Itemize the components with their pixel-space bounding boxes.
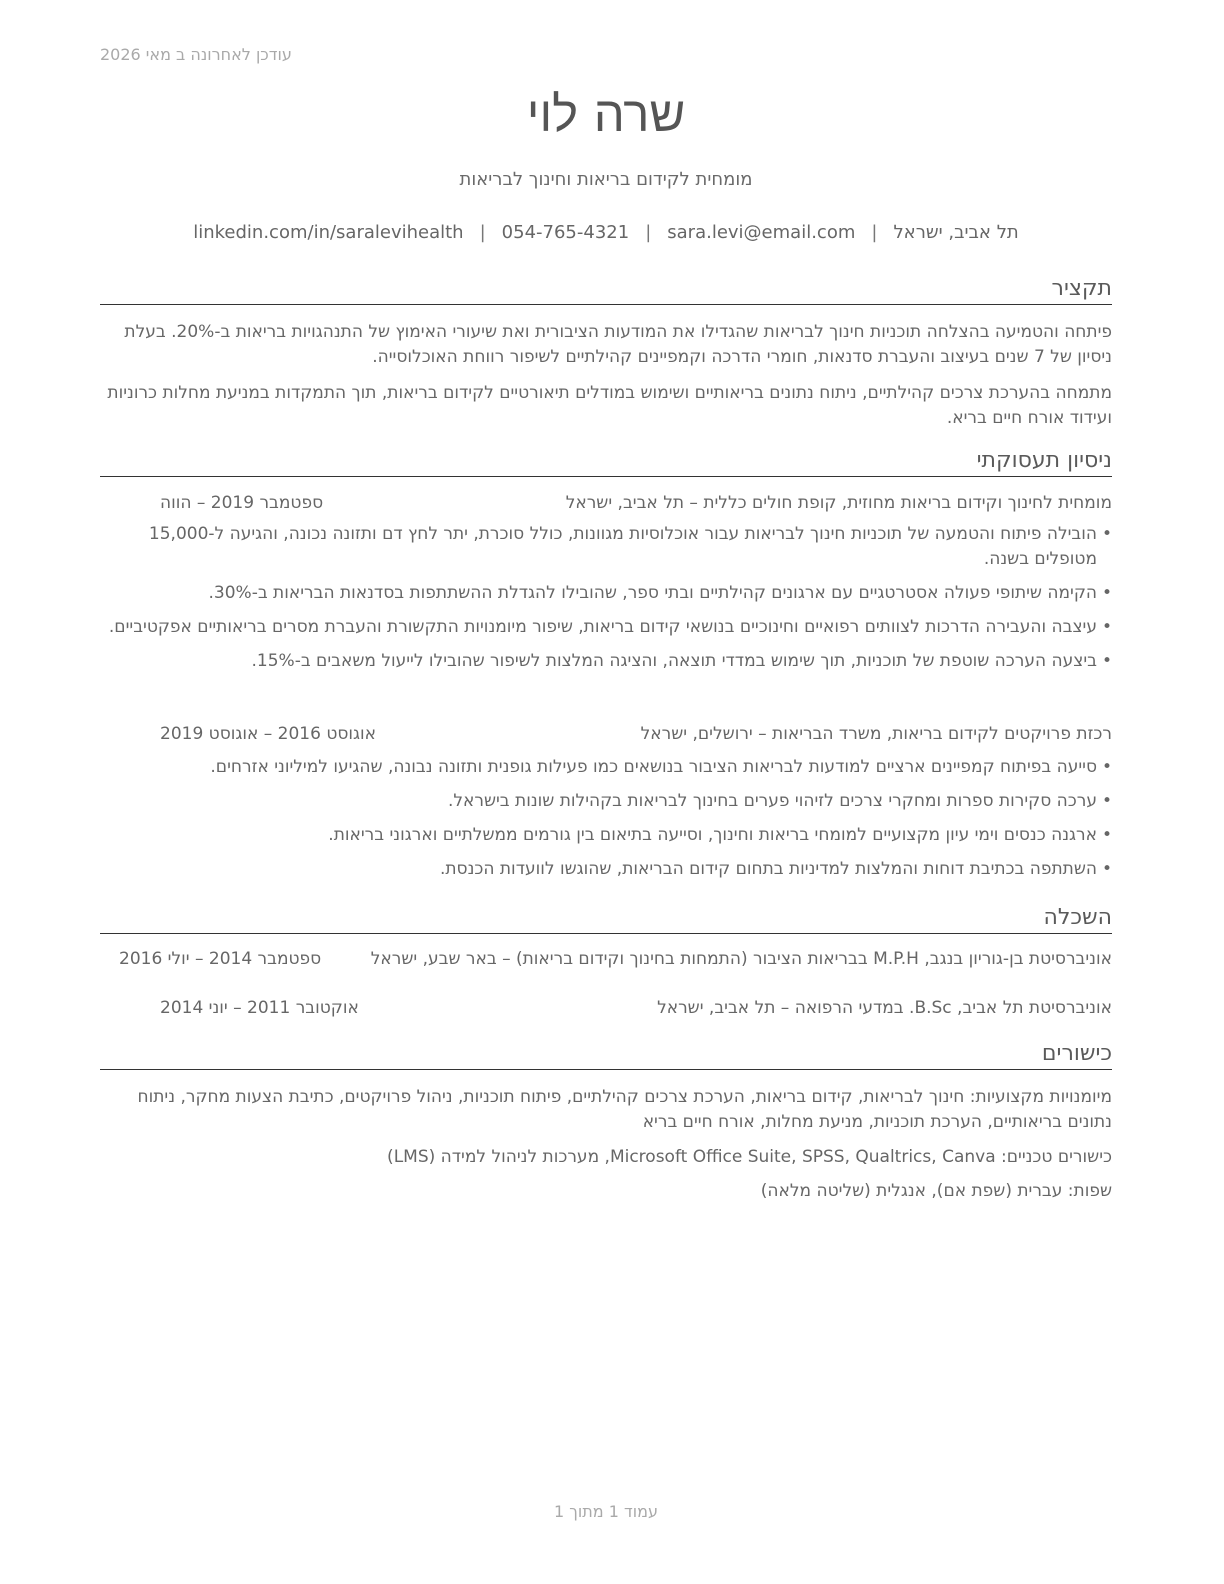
job-bullets bbox=[100, 755, 1112, 891]
education-degree: אוניברסיטת תל אביב, B.Sc. במדעי הרפואה – תל אביב, ישראל bbox=[657, 998, 1112, 1018]
job-bullet: • סייעה בפיתוח קמפיינים ארציים למודעות לבריאות הציבור בנושאים כמו פעילות גופנית ותזונה נבונה, שהגיעו למיליוני אזרחים. bbox=[100, 755, 1112, 780]
education-item bbox=[100, 949, 1112, 975]
contact-separator: | bbox=[479, 222, 486, 243]
job-bullet: • הובילה פיתוח והטמעה של תוכניות חינוך לבריאות עבור אוכלוסיות מגוונות, כולל סוכרת, יתר לחץ דם ותזונה נכונה, והגיעה ל-15,000 מטופלים בשנה. bbox=[100, 522, 1112, 572]
contact-separator: | bbox=[871, 222, 878, 243]
skills-divider bbox=[100, 1069, 1112, 1070]
job-bullet: • ערכה סקירות ספרות ומחקרי צרכים לזיהוי פערים בחינוך לבריאות בקהילות שונות בישראל. bbox=[100, 789, 1112, 814]
education-dates: ספטמבר 2014 – יולי 2016 bbox=[119, 949, 322, 969]
job-bullet: • ביצעה הערכה שוטפת של תוכניות, תוך שימוש במדדי תוצאה, והציגה המלצות לשיפור שהובילו לייעול משאבים ב-15%. bbox=[100, 649, 1112, 674]
page-footer: עמוד 1 מתוך 1 bbox=[554, 1502, 658, 1521]
job-header bbox=[100, 493, 1112, 519]
resume-page bbox=[100, 0, 1112, 1584]
contact-line bbox=[100, 222, 1112, 243]
job-title-org: מומחית לחינוך וקידום בריאות מחוזית, קופת חולים כללית – תל אביב, ישראל bbox=[565, 493, 1112, 513]
job-bullet: • ארגנה כנסים וימי עיון מקצועיים למומחי בריאות וחינוך, וסייעה בתיאום בין גורמים ממשלתיים וארגוני בריאות. bbox=[100, 823, 1112, 848]
education-degree: אוניברסיטת בן-גוריון בנגב, M.P.H בבריאות הציבור (התמחות בחינוך וקידום בריאות) – באר שבע, ישראל bbox=[370, 949, 1112, 969]
contact-phone: 054-765-4321 bbox=[501, 222, 630, 243]
summary-paragraph: מתמחה בהערכת צרכים קהילתיים, ניתוח נתונים בריאותיים ושימוש במודלים תיאורטיים לקידום בריאות, תוך התמקדות במניעת מחלות כרוניות ועידוד אורח חיים בריא. bbox=[107, 383, 1112, 428]
job-header bbox=[100, 724, 1112, 750]
skills-line: שפות: עברית (שפת אם), אנגלית (שליטה מלאה) bbox=[760, 1181, 1112, 1201]
contact-linkedin[interactable]: linkedin.com/in/saralevihealth bbox=[193, 222, 464, 243]
job-dates: ספטמבר 2019 – הווה bbox=[160, 493, 324, 513]
contact-email[interactable]: sara.levi@email.com bbox=[667, 222, 856, 243]
summary-heading: תקציר bbox=[1051, 276, 1112, 301]
candidate-name: שרה לוי bbox=[526, 86, 686, 143]
contact-separator: | bbox=[645, 222, 652, 243]
contact-location: תל אביב, ישראל bbox=[893, 222, 1019, 243]
summary-paragraph: פיתחה והטמיעה בהצלחה תוכניות חינוך לבריאות שהגדילו את המודעות הציבורית ואת שיעורי האימוץ של התנהגויות בריאות ב-20%. בעלת ניסיון של 7 שנים בעיצוב והעברת סדנאות, חומרי הדרכה וקמפיינים קהילתיים לשיפור רווחת האוכלוסייה. bbox=[124, 322, 1112, 367]
job-dates: אוגוסט 2016 – אוגוסט 2019 bbox=[160, 724, 377, 744]
skills-heading: כישורים bbox=[1041, 1041, 1112, 1066]
skills-line: מיומנויות מקצועיות: חינוך לבריאות, קידום בריאות, הערכת צרכים קהילתיים, פיתוח תוכניות, ניהול פרויקטים, כתיבת הצעות מחקר, ניתוח נתונים בריאותיים, הערכת תוכניות, מניעת מחלות, אורח חיים בריא bbox=[137, 1087, 1112, 1132]
education-heading: השכלה bbox=[1043, 905, 1112, 930]
experience-divider bbox=[100, 476, 1112, 477]
education-dates: אוקטובר 2011 – יוני 2014 bbox=[160, 998, 359, 1018]
job-bullet: • הקימה שיתופי פעולה אסטרטגיים עם ארגונים קהילתיים ובתי ספר, שהובילו להגדלת ההשתתפות בסדנאות הבריאות ב-30%. bbox=[100, 581, 1112, 606]
education-divider bbox=[100, 933, 1112, 934]
skills-line: כישורים טכניים: Microsoft Office Suite, SPSS, Qualtrics, Canva, מערכות לניהול למידה (LMS) bbox=[387, 1147, 1112, 1167]
last-updated: עודכן לאחרונה ב מאי 2026 bbox=[100, 45, 292, 64]
job-bullet: • השתתפה בכתיבת דוחות והמלצות למדיניות בתחום קידום הבריאות, שהוגשו לוועדות הכנסת. bbox=[100, 857, 1112, 882]
summary-divider bbox=[100, 304, 1112, 305]
job-bullets bbox=[100, 522, 1112, 683]
candidate-subtitle: מומחית לקידום בריאות וחינוך לבריאות bbox=[459, 169, 753, 190]
education-item bbox=[100, 998, 1112, 1024]
job-title-org: רכזת פרויקטים לקידום בריאות, משרד הבריאות – ירושלים, ישראל bbox=[640, 724, 1112, 744]
job-bullet: • עיצבה והעבירה הדרכות לצוותים רפואיים וחינוכיים בנושאי קידום בריאות, שיפור מיומנויות התקשורת והעברת מסרים בריאותיים אפקטיביים. bbox=[100, 615, 1112, 640]
experience-heading: ניסיון תעסוקתי bbox=[976, 448, 1112, 473]
